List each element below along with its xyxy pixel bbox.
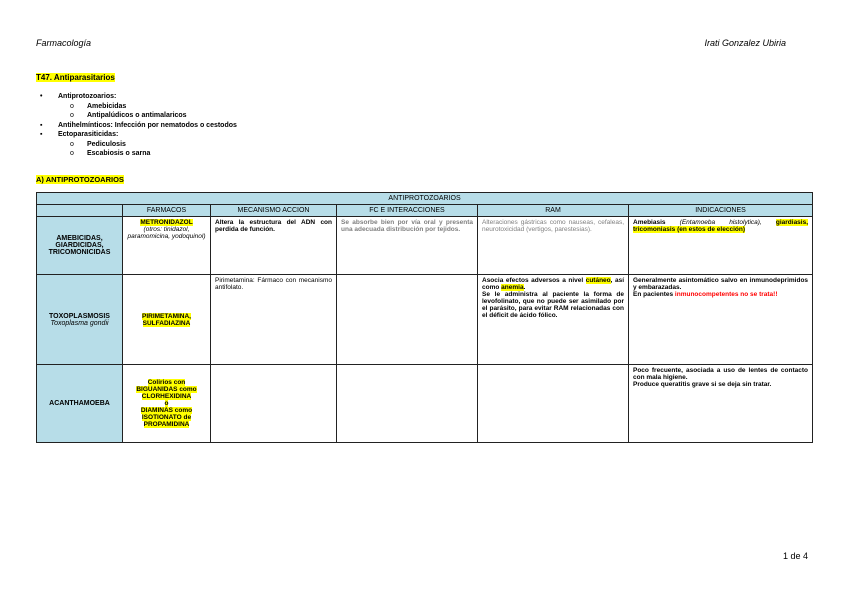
indicaciones-cell: Amebiasis (Entamoeba histolytica), giardiasis, tricomoniasis (en estos de elección) [629, 217, 813, 275]
table-caption: ANTIPROTOZOARIOS [37, 193, 813, 205]
ram-cell: Alteraciones gástricas como nauseas, cefaleas, neurotoxicidad (vertigos, parestesias). [478, 217, 629, 275]
fc-cell: Se absorbe bien por vía oral y presenta una adecuada distribución por tejidos. [337, 217, 478, 275]
farmacos-cell: METRONIDAZOL (otros: tinidazol, paramomicina, yodoquinol) [123, 217, 211, 275]
ram-cell: Asocia efectos adversos a nivel cutáneo, así como anemia. Se le administra al paciente la forma de levofolinato, que no puede ser asimilado por el parásito, para evitar RAM relacionadas con el déficit de ácido fólico. [478, 275, 629, 365]
header-author: Irati Gonzalez Ubiria [704, 38, 786, 48]
table-row [37, 365, 813, 443]
mecanismo-cell [211, 365, 337, 443]
farmacos-cell: PIRIMETAMINA, SULFADIAZINA [123, 275, 211, 365]
antiprotozoarios-table [36, 192, 813, 443]
row-group-label: ACANTHAMOEBA [37, 365, 123, 443]
indicaciones-cell: Poco frecuente, asociada a uso de lentes de contacto con mala higiene. Produce queratitis grave si se deja sin tratar. [629, 365, 813, 443]
row-group-label: AMEBICIDAS, GIARDICIDAS, TRICOMONICIDAS [37, 217, 123, 275]
section-title: A) ANTIPROTOZOARIOS [36, 175, 124, 184]
fc-cell [337, 365, 478, 443]
column-header: FC E INTERACCIONES [337, 205, 478, 217]
indicaciones-cell: Generalmente asintomático salvo en inmunodeprimidos y embarazadas. En pacientes inmunocompetentes no se trata!! [629, 275, 813, 365]
table-row [37, 275, 813, 365]
row-group-label: TOXOPLASMOSIS Toxoplasma gondii [37, 275, 123, 365]
ram-cell [478, 365, 629, 443]
column-header: MECANISMO ACCION [211, 205, 337, 217]
farmacos-cell: Colirios con BIGUANIDAS como CLORHEXIDINA o DIAMINAS como ISOTIONATO de PROPAMIDINA [123, 365, 211, 443]
header-subject: Farmacología [36, 38, 92, 48]
column-header: INDICACIONES [629, 205, 813, 217]
table-row [37, 217, 813, 275]
document-title: T47. Antiparasitarios [36, 73, 115, 82]
table-caption-row [37, 193, 813, 205]
page-number: 1 de 4 [782, 551, 808, 561]
fc-cell [337, 275, 478, 365]
table-header-row [37, 205, 813, 217]
header-empty-cell [37, 205, 123, 217]
column-header: FARMACOS [123, 205, 211, 217]
mecanismo-cell: Altera la estructura del ADN con perdida de función. [211, 217, 337, 275]
column-header: RAM [478, 205, 629, 217]
mecanismo-cell: Pirimetamina: Fármaco con mecanismo antifolato. [211, 275, 337, 365]
